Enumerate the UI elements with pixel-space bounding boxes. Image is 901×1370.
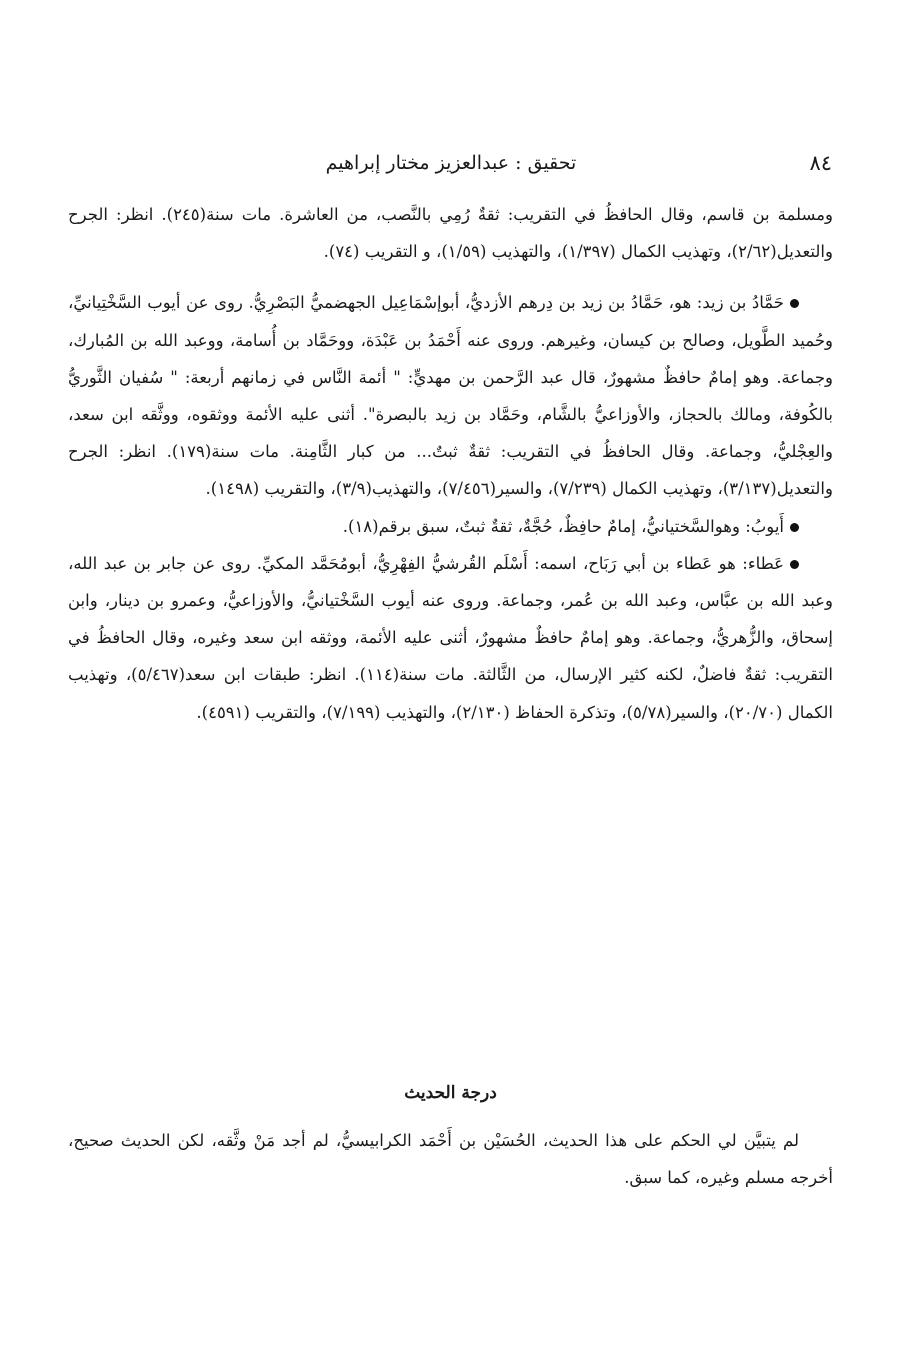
bullet-icon (790, 560, 799, 569)
bullet-icon (790, 299, 799, 308)
bullet-icon (790, 523, 799, 532)
footnote-body (68, 196, 833, 731)
running-header (70, 148, 832, 178)
page-number: ٨٤ (809, 151, 832, 175)
narrator-entry-text: عَطاء: هو عَطاء بن أبي رَبَاح، اسمه: أَسْلَم القُرشيُّ الفِهْرِيُّ، أبومُحَمَّد المكيِّ. روى عن جابر بن عبد الله، وعبد الله بن عبَّاس، وعبد الله بن عُمر، وجماعة. وروى عنه أيوب السَّخْتيانيُّ، والأوزاعيُّ، وعمرو بن دينار، وابن إسحاق، والزُّهريُّ، وجماعة. وهو إمامٌ حافظٌ مشهورٌ، أثنى عليه الأئمة، ووثقه ابن سعد وغيره، وقال الحافظُ في التقريب: ثقةٌ فاضلٌ، لكنه كثير الإرسال، من الثَّالثة. مات سنة(١١٤). انظر: طبقات ابن سعد(٥/٤٦٧)، وتهذيب الكمال (٢٠/٧٠)، والسير(٥/٧٨)، وتذكرة الحفاظ (٢/١٣٠)، والتهذيب (٧/١٩٩)، والتقريب (٤٥٩١). (68, 553, 833, 722)
continuation-paragraph: ومسلمة بن قاسم، وقال الحافظُ في التقريب: ثقةٌ رُمِي بالنَّصب، من العاشرة. مات سنة(٢٤٥). انظر: الجرح والتعديل(٢/٦٢)، وتهذيب الكمال (١/٣٩٧)، والتهذيب (١/٥٩)، و التقريب (٧٤). (68, 205, 833, 262)
narrator-entry-text: أَيوبُ: وهوالسَّختيانيُّ، إمامٌ حافِظٌ، حُجَّةٌ، ثقةٌ ثبتٌ، سبق برقم(١٨). (342, 516, 784, 536)
narrator-entry-hammad (68, 284, 833, 507)
narrator-entry-ayyub (68, 508, 833, 545)
narrator-entry-text: حَمَّادُ بن زيد: هو، حَمَّادُ بن زيد بن دِرهم الأزديُّ، أبوإسْمَاعِيل الجهضميُّ البَصْرِيُّ. روى عن أيوب السَّخْتِيانيِّ، وحُميد الطَّويل، وصالح بن كيسان، وغيرهم. وروى عنه أَحْمَدُ بن عَبْدَة، ووحَمَّاد بن أُسامة، ووعبد الله بن المُبارك، وجماعة. وهو إمامٌ حافظٌ مشهورٌ، قال عبد الرَّحمن بن مهديٍّ: " أئمة النَّاس في زمانهم أربعة: " سُفيان الثَّوريُّ بالكُوفة، ومالك بالحجاز، والأوزاعيُّ بالشَّام، وحَمَّاد بن زيد بالبصرة". أثنى عليه الأئمة ووثقوه، ووثَّقه ابن سعد، والعِجْليُّ، وجماعة. وقال الحافظُ في التقريب: ثقةٌ ثبتٌ... من كبار الثَّامِنة. مات سنة(١٧٩). انظر: الجرح والتعديل(٣/١٣٧)، وتهذيب الكمال (٧/٢٣٩)، والسير(٧/٤٥٦)، والتهذيب(٣/٩)، والتقريب (١٤٩٨). (68, 293, 833, 499)
narrator-entry-ata (68, 545, 833, 731)
running-header-title: تحقيق : عبدالعزيز مختار إبراهيم (325, 152, 577, 174)
section-heading: درجة الحديث (404, 1083, 497, 1103)
verdict-paragraph: لم يتبيَّن لي الحكم على هذا الحديث، الحُسَيْن بن أَحْمَد الكرابيسيُّ، لم أجد مَنْ وثَّقه، لكن الحديث صحيح، أخرجه مسلم وغيره، كما سبق. (68, 1131, 833, 1188)
verdict-section (68, 1122, 833, 1196)
